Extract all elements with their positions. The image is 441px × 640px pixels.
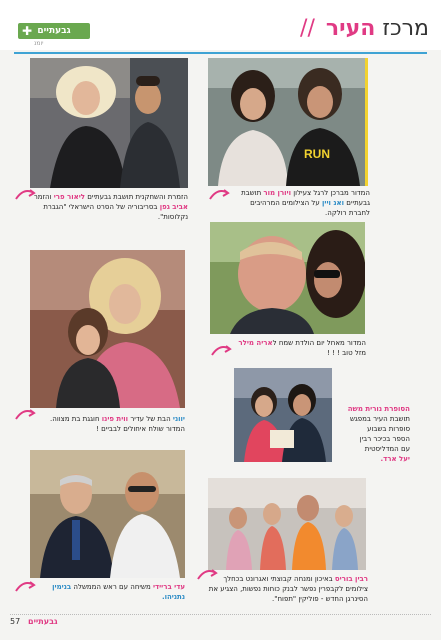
photo-image [234, 368, 332, 462]
caption-name: בנימין נתניהו. [52, 583, 185, 601]
photo-image [208, 478, 366, 570]
page-title [296, 16, 429, 41]
caption-birthday [226, 338, 366, 358]
page-number: 57 [10, 617, 21, 626]
caption-text: חוגגת בת מצווה. המדור שולח איחולים לבביים ! [50, 415, 185, 433]
caption-mother-daughter [30, 414, 185, 434]
section-subtag: יומנ [34, 40, 44, 47]
caption-text: המדור מברכן לרגל צעילון [293, 189, 370, 197]
caption-text: מזל טוב ! ! ! [327, 349, 366, 357]
page-header [0, 0, 441, 50]
header-divider [14, 52, 427, 54]
caption-name: רבין בוריס [334, 575, 368, 583]
photo-mother-daughter [30, 250, 185, 408]
decorative-arrow-icon [210, 342, 232, 356]
photo-prime-minister [30, 450, 185, 578]
section-tag: גבעתיים [18, 23, 90, 39]
photo-two-girls [208, 58, 368, 186]
caption-text: על הצילומים המרהיבים לחברת רולקה. [250, 199, 370, 217]
photo-image [210, 222, 365, 334]
caption-text: הזמרת והשחקנית תושבת גבעתיים [87, 193, 188, 201]
caption-lior-aviv [30, 192, 188, 222]
caption-name: עדי בריידי [152, 583, 185, 591]
plus-icon: ✚ [22, 24, 33, 38]
caption-name: אביב גפן [159, 203, 188, 211]
photo-image [30, 250, 185, 408]
photo-image [30, 450, 185, 578]
caption-name: יווני [172, 415, 185, 423]
title-divider: // [300, 16, 315, 41]
caption-prime-minister [30, 582, 185, 602]
svg-text:RUN: RUN [304, 147, 330, 161]
footer-logo: גבעתיים [28, 617, 58, 626]
caption-text: סופרות בשבוע [367, 425, 410, 433]
caption-name: אריה מילר [238, 339, 273, 347]
caption-text: באיכון ומנחה קבוצתי ואגרונט בכחלך צילומים לקבפרין נפשר לבנק כוחות נפשות, הצגיע את הסינרגן החדש - פוליקין "תפוח". [208, 575, 368, 603]
caption-text: עם המדליסטית [364, 445, 410, 453]
caption-dance [208, 574, 368, 604]
caption-text: תושבת העיר במפגש [349, 415, 410, 423]
caption-text: הספר בכיכר רבין [359, 435, 410, 443]
page-title-accent: העיר [325, 16, 376, 41]
caption-name: יעל ארד. [380, 455, 410, 463]
photo-writers [234, 368, 332, 462]
photo-dance [208, 478, 366, 570]
caption-text: והזמר [33, 193, 52, 201]
caption-name: הסופרת נורית משה [347, 405, 410, 413]
caption-name: ליאור פרי [53, 193, 86, 201]
page-title-main: מרכז [382, 16, 429, 41]
photo-image [208, 58, 368, 186]
caption-text: משיחה עם ראש הממשלה [73, 583, 151, 591]
caption-text: בסריבוריה של הסרט הישראלי "הגברת נקלוסות". [43, 203, 188, 221]
photo-birthday [210, 222, 365, 334]
photo-image [30, 58, 188, 188]
decorative-arrow-icon [208, 186, 230, 200]
page-footer [10, 614, 431, 630]
caption-text: המדור מאחל יום הולדת שמח ל [272, 339, 366, 347]
photo-lior-aviv [30, 58, 188, 188]
caption-two-girls [230, 188, 370, 218]
caption-writers [340, 404, 410, 464]
caption-text: הבת של עדיר [130, 415, 171, 423]
caption-text: תושבת גבעתיים [241, 189, 370, 207]
caption-name: ואנ ויין [322, 199, 345, 207]
caption-name: ויורן מור [263, 189, 292, 197]
caption-name: ווית פינו [101, 415, 129, 423]
